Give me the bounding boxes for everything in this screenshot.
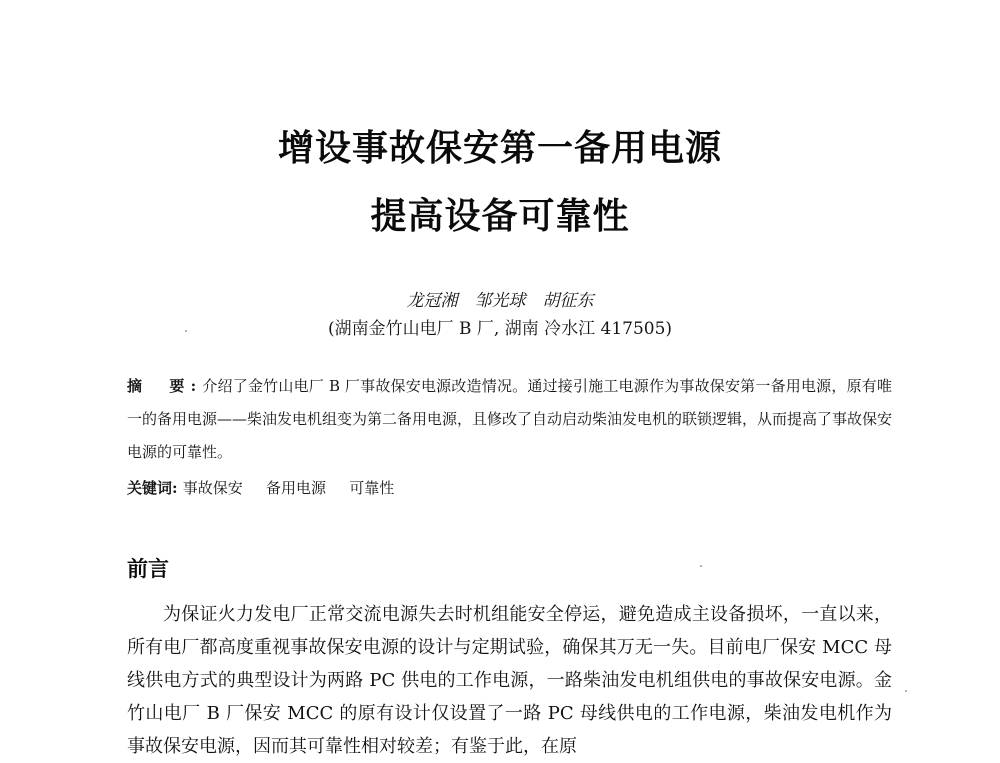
abstract-text: 介绍了金竹山电厂 B 厂事故保安电源改造情况。通过接引施工电源作为事故保安第一备用电源，原有唯一的备用电源——柴油发电机组变为第二备用电源，且修改了自动启动柴油发电机的联锁逻辑，从而提高了事故保安电源的可靠性。 [127,377,893,461]
scan-speck [905,690,907,692]
keyword: 事故保安 [182,479,243,497]
body-paragraph: 为保证火力发电厂正常交流电源失去时机组能安全停运，避免造成主设备损坏，一直以来，所有电厂都高度重视事故保安电源的设计与定期试验，确保其万无一失。目前电厂保安 MCC 母线供电方式的典型设计为两路 PC 供电的工作电源，一路柴油发电机组供电的事故保安电源。金竹山电厂 B 厂保安 MCC 的原有设计仅设置了一路 PC 母线供电的工作电源，柴油发电机作为事故保安电源，因而其可靠性相对较差；有鉴于此，在原 [127,604,892,757]
paper-title-line-2: 提高设备可靠性 [370,196,630,237]
scan-speck [700,565,702,567]
scan-speck [185,330,187,332]
abstract [127,370,892,469]
abstract-label: 摘 要: [127,377,203,395]
keyword: 备用电源 [266,479,327,497]
author-list: 龙冠湘 邹光球 胡征东 [406,291,594,311]
keyword: 可靠性 [349,479,395,497]
section-heading-preface: 前言 [127,557,169,581]
keywords [127,476,892,500]
keywords-label: 关键词: [127,479,178,497]
paper-title-line-1: 增设事故保安第一备用电源 [277,128,722,169]
author-affiliation: (湖南金竹山电厂 B 厂, 湖南 冷水江 417505) [327,319,673,339]
